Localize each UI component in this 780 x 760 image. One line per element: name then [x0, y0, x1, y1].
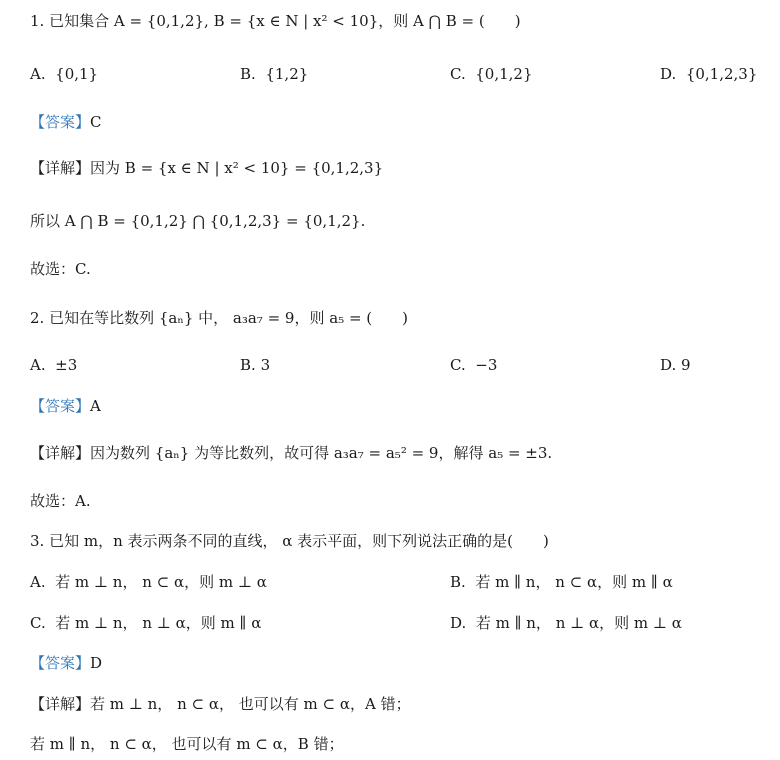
q3-option-d-label: D.: [450, 614, 467, 632]
q2-option-d-label: D.: [660, 356, 677, 374]
question-1-stem: 1. 已知集合 A = {0,1,2}, B = {x ∈ N | x² < 10}，则 A ⋂ B = ( ): [30, 12, 521, 30]
q3-option-d-text: 若 m ∥ n， n ⊥ α，则 m ⊥ α: [475, 614, 682, 632]
q1-answer-value: C: [90, 113, 102, 131]
q2-option-c-text: −3: [475, 356, 498, 374]
q2-detail-line-2: 故选：A.: [30, 492, 91, 510]
q1-detail-line-2: 所以 A ⋂ B = {0,1,2} ⋂ {0,1,2,3} = {0,1,2}.: [30, 212, 366, 230]
q3-option-a[interactable]: [30, 571, 267, 593]
q1-option-a-label: A.: [30, 65, 46, 83]
q3-option-c-text: 若 m ⊥ n， n ⊥ α，则 m ∥ α: [55, 614, 262, 632]
q2-answer-tag: 【答案】: [30, 397, 91, 415]
q1-option-c[interactable]: [450, 63, 533, 85]
q3-option-a-label: A.: [30, 573, 46, 591]
q1-detail-line-1: 因为 B = {x ∈ N | x² < 10} = {0,1,2,3}: [90, 159, 384, 177]
q2-option-a-label: A.: [30, 356, 46, 374]
q1-option-d-label: D.: [660, 65, 677, 83]
q3-answer: [30, 652, 102, 674]
q2-option-b-text: 3: [260, 356, 271, 374]
q1-option-c-label: C.: [450, 65, 466, 83]
q2-answer: [30, 395, 101, 417]
q3-option-a-text: 若 m ⊥ n， n ⊂ α，则 m ⊥ α: [55, 573, 267, 591]
q3-option-c[interactable]: [30, 612, 261, 634]
q1-option-a-text: {0,1}: [55, 65, 99, 83]
q3-answer-value: D: [90, 654, 103, 672]
q1-option-b[interactable]: [240, 63, 308, 85]
q2-option-b-label: B.: [240, 356, 256, 374]
q1-option-a[interactable]: [30, 63, 98, 85]
question-2-stem: 2. 已知在等比数列 {aₙ} 中， a₃a₇ = 9，则 a₅ = ( ): [30, 309, 408, 327]
q3-option-d[interactable]: [450, 612, 682, 634]
q2-option-b[interactable]: [240, 354, 270, 376]
q2-option-d[interactable]: [660, 354, 691, 376]
q2-detail-line-1: 因为数列 {aₙ} 为等比数列，故可得 a₃a₇ = a₅² = 9，解得 a₅ = ±3.: [90, 444, 553, 462]
q1-option-d[interactable]: [660, 63, 757, 85]
q2-answer-value: A: [90, 397, 101, 415]
question-3-stem: 3. 已知 m，n 表示两条不同的直线， α 表示平面，则下列说法正确的是( ): [30, 532, 549, 550]
q2-option-d-text: 9: [681, 356, 691, 374]
q1-option-c-text: {0,1,2}: [475, 65, 533, 83]
q1-option-b-text: {1,2}: [265, 65, 309, 83]
q3-detail-1: [30, 693, 411, 715]
q3-answer-tag: 【答案】: [30, 654, 91, 672]
q1-option-d-text: {0,1,2,3}: [685, 65, 758, 83]
q3-option-b-text: 若 m ∥ n， n ⊂ α，则 m ∥ α: [475, 573, 673, 591]
q3-detail-line-2: 若 m ∥ n， n ⊂ α， 也可以有 m ⊂ α，B 错；: [30, 735, 344, 753]
q2-option-a[interactable]: [30, 354, 77, 376]
q1-answer: [30, 111, 102, 133]
q2-detail-tag: 【详解】: [30, 444, 91, 462]
q3-option-b-label: B.: [450, 573, 466, 591]
q2-option-a-text: ±3: [55, 356, 78, 374]
q1-detail-1: [30, 157, 383, 179]
q1-answer-tag: 【答案】: [30, 113, 91, 131]
q2-detail-1: [30, 442, 552, 464]
q3-detail-tag: 【详解】: [30, 695, 91, 713]
q3-option-b[interactable]: [450, 571, 673, 593]
q2-option-c[interactable]: [450, 354, 497, 376]
q1-detail-line-3: 故选：C.: [30, 260, 91, 278]
q3-detail-line-1: 若 m ⊥ n， n ⊂ α， 也可以有 m ⊂ α，A 错；: [90, 695, 411, 713]
q1-option-b-label: B.: [240, 65, 256, 83]
q1-detail-tag: 【详解】: [30, 159, 91, 177]
q3-option-c-label: C.: [30, 614, 46, 632]
q2-option-c-label: C.: [450, 356, 466, 374]
